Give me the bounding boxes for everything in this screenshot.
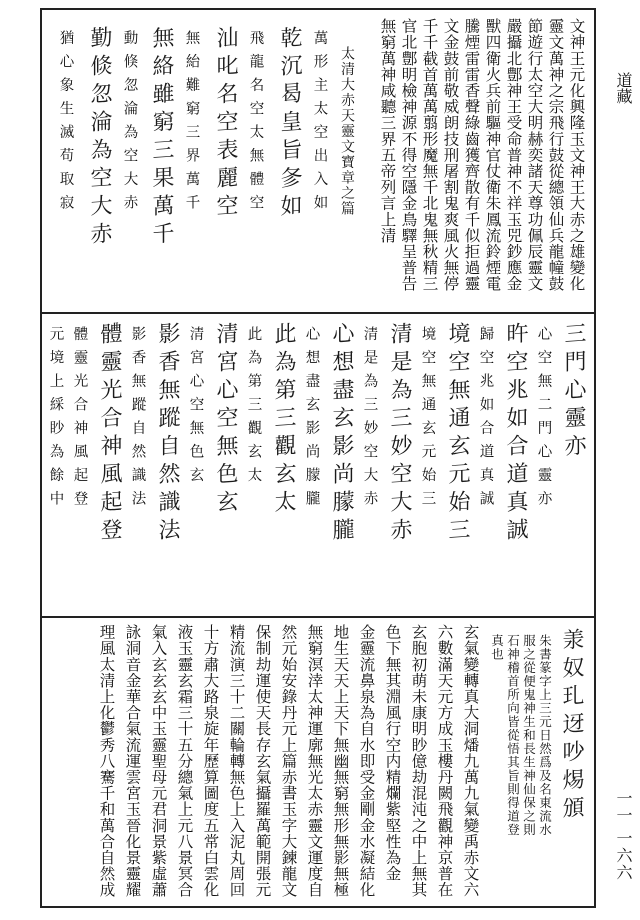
text-column: 動倏忽淪為空大赤 — [121, 30, 138, 218]
prose-column: 地生天天上天下無幽無窮無形無影無極 — [331, 624, 350, 898]
text-column: 此為第三觀玄太 — [245, 326, 262, 491]
prose-column: 十方肅大路泉旋年歷算圖度五常白雲化 — [201, 624, 220, 898]
seal-column: 影香無蹤自然識法 — [155, 321, 180, 547]
prose-column: 文金鼓前敬威朗技刑屠割鬼爽風火無停 — [441, 18, 460, 292]
prose-column: 節遊行太空大明赫奕諸天尊功佩辰靈文 — [525, 18, 544, 292]
seal-column: 清宮心空無色玄 — [213, 321, 238, 519]
seal-column: 三門心靈亦 — [561, 321, 586, 463]
prose-column: 玄氣變轉真大洞燔九萬九氣變禹赤文六 — [461, 624, 480, 898]
prose-column: 無窮萬神咸聽三界五帝列言上清 — [378, 18, 397, 244]
prose-column: 無窮溟涬太神運廓無光太赤靈文運度自 — [305, 624, 324, 898]
note-column: 服之從便鬼神生和長生神仙保之則 — [521, 634, 537, 837]
text-column: 歸空兆如合道真誠 — [477, 326, 494, 514]
prose-column: 千千截首萬萬翦形魔無千北鬼無秋精三 — [420, 18, 439, 292]
text-column: 心空無二門心靈亦 — [535, 326, 552, 514]
prose-column: 氣入玄玄玄中玉靈聖母元君洞景紫虛蕭 — [149, 624, 168, 898]
note-column: 真也 — [489, 634, 505, 661]
prose-column: 色下無其淵風行空内精爛紫堅性為金 — [383, 624, 402, 882]
text-column: 元境上綵眇為餘中 — [47, 326, 64, 514]
page-number: 一一 一六六 — [614, 790, 633, 882]
seal-column: 體靈光合神風起登 — [97, 321, 122, 547]
prose-column: 然元始安錄丹元上篇赤書玉字大鍊龍文 — [279, 624, 298, 898]
page-frame — [40, 8, 596, 908]
prose-column: 靈文萬神之宗飛行鼓從總領仙兵龍幢鼓 — [546, 18, 565, 292]
text-column: 萬形主太空出入如 — [311, 30, 328, 218]
prose-column: 精流演三十二關輪轉無色上入泥丸周回 — [227, 624, 246, 898]
prose-column: 保制劫運使天長存玄氣攝羅萬範開張元 — [253, 624, 272, 898]
prose-column: 理風太清上化鬱秀八騫千和萬合自然成 — [97, 624, 116, 898]
seal-column: 心想盡玄影尚朦朧 — [329, 321, 354, 547]
seal-column: 此為第三觀玄太 — [271, 321, 296, 519]
prose-column: 玄胞初萌未康明眇億劫混沌之中上無其 — [409, 624, 428, 898]
prose-column: 詠洞音金華合氣流運雲宮玉晉化景靈耀 — [123, 624, 142, 898]
register-bottom — [42, 616, 594, 906]
prose-column: 獸四衛火兵前驅神官仗衛朱鳳流鈴煙電 — [483, 18, 502, 292]
seal-column: 勤倐忽淪為空大赤 — [87, 25, 112, 251]
note-column: 石神稽首所向皆從悟其旨則得道登 — [505, 634, 521, 837]
seal-column: 乾沉曷皇旨㣊如 — [277, 25, 302, 223]
register-top — [42, 10, 594, 314]
text-column: 猶心象生滅苟取寂 — [57, 30, 74, 218]
seal-column: 清是為三妙空大赤 — [387, 321, 412, 547]
prose-column: 官北鄷明檢神源不得空隱金鳥驛呈普告 — [399, 18, 418, 292]
text-column: 境空無通玄元始三 — [419, 326, 436, 514]
text-column: 清是為三妙空大赤 — [361, 326, 378, 514]
prose-column: 文神王元化興隆玉文神王大赤之雄變化 — [567, 18, 586, 292]
seal-column: 旿空兆如合道真誠 — [503, 321, 528, 547]
chapter-title: 太清大赤天靈文寶章之篇 — [339, 46, 355, 217]
text-column: 影香無蹤自然識法 — [129, 326, 146, 514]
seal-column: 汕叱名空表麗空 — [213, 25, 238, 223]
register-middle — [42, 312, 594, 618]
prose-column: 金靈流鼻泉為自水即受金剛金水凝結化 — [357, 624, 376, 898]
collection-label: 道藏 — [614, 72, 633, 104]
text-column: 清宮心空無色玄 — [187, 326, 204, 491]
text-column: 心想盡玄影尚朦朧 — [303, 326, 320, 514]
prose-column: 液玉靈玄霜三十五分總氣上元八景冥合 — [175, 624, 194, 898]
seal-column: 𣴎奴玌迓吵焬頒 — [559, 627, 584, 825]
prose-column: 六數滿天元方成玉樓丹闕飛觀神京普在 — [435, 624, 454, 898]
text-column: 無紿難窮三界萬千 — [183, 30, 200, 218]
prose-column: 嚴攝北鄷神王受命普神不祥玉兕鈔應金 — [504, 18, 523, 292]
note-column: 朱書篆字上三元日然爲及名東流水 — [537, 634, 553, 837]
seal-column: 無絡雖窮三果萬千 — [149, 25, 174, 251]
prose-column: 騰煙雷雷香聲綠齒獲齊散有千似拒過靈 — [462, 18, 481, 292]
text-column: 飛龍名空太無體空 — [247, 30, 264, 218]
seal-column: 境空無通玄元始三 — [445, 321, 470, 547]
text-column: 體靈光合神風起登 — [71, 326, 88, 514]
